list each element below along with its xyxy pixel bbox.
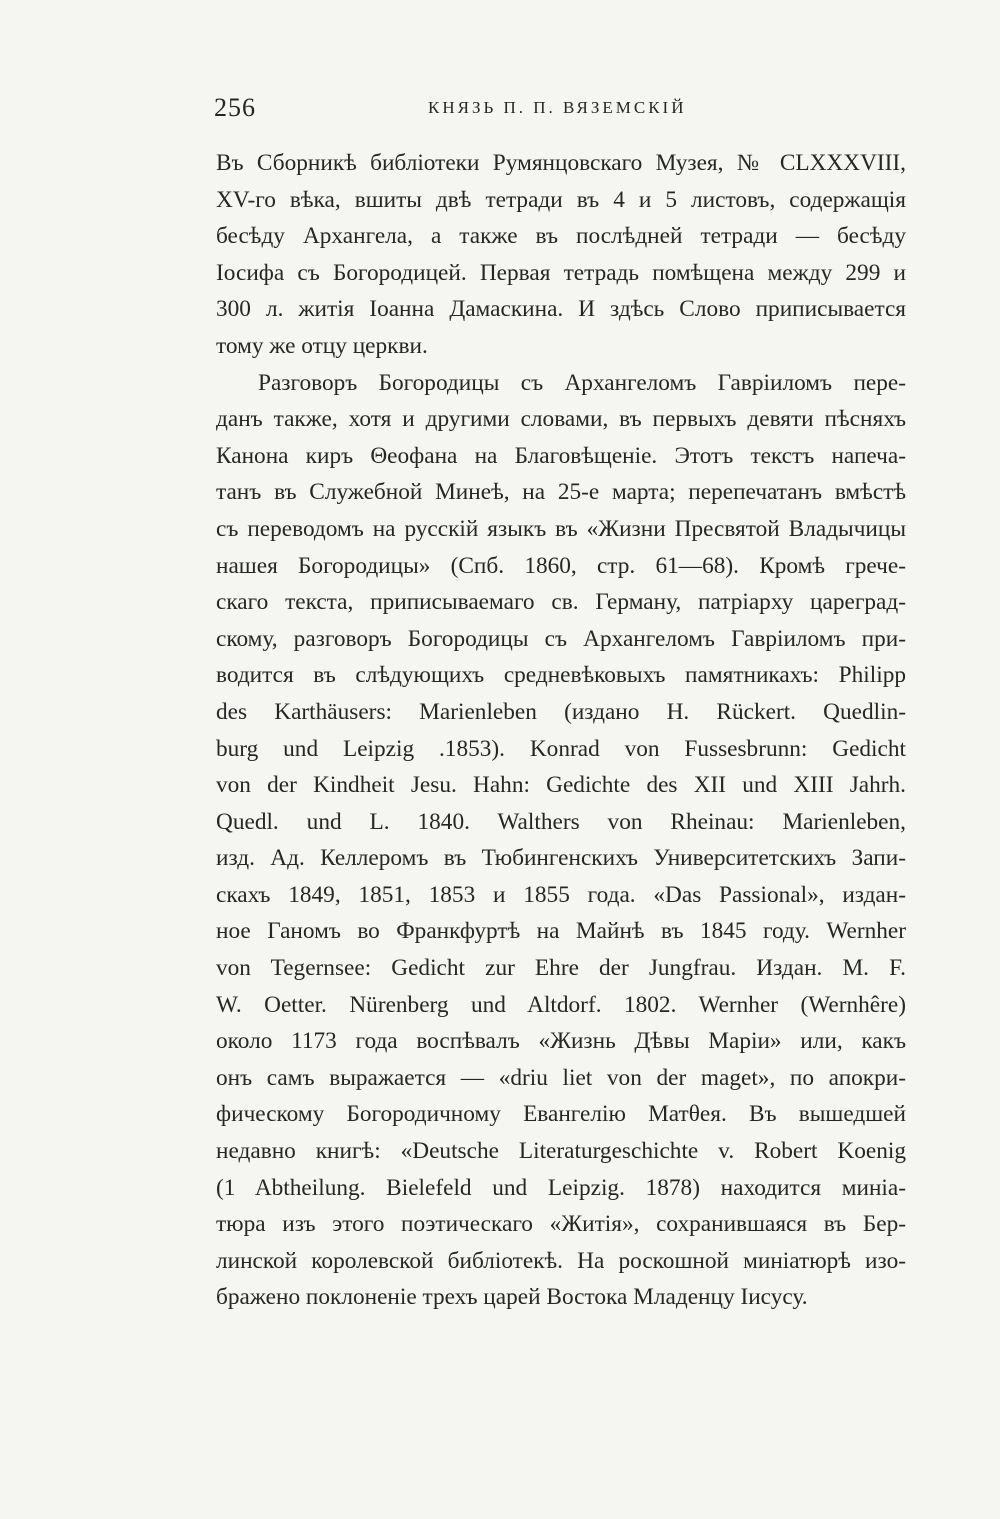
text-line: скаго текста, приписываемаго св. Герману, патріарху цареград- xyxy=(216,589,906,616)
text-line: von der Kindheit Jesu. Hahn: Gedichte des XII und XIII Jahrh. xyxy=(216,772,906,799)
running-title: КНЯЗЬ П. П. ВЯЗЕМСКІЙ xyxy=(428,98,687,117)
text-line: данъ также, хотя и другими словами, въ первыхъ девяти пѣсняхъ xyxy=(216,406,906,433)
text-line: (1 Abtheilung. Bielefeld und Leipzig. 1878) находится миніа- xyxy=(216,1174,906,1201)
text-line: водится въ слѣдующихъ средневѣковыхъ памятникахъ: Philipp xyxy=(216,662,906,689)
text-line: скахъ 1849, 1851, 1853 и 1855 года. «Das Passional», издан- xyxy=(216,881,906,908)
text-line: танъ въ Служебной Минеѣ, на 25-е марта; перепечатанъ вмѣстѣ xyxy=(216,479,906,506)
text-line: недавно книгѣ: «Deutsche Literaturgeschichte v. Robert Koenig xyxy=(216,1138,906,1165)
text-line: бесѣду Архангела, а также въ послѣдней тетради — бесѣду xyxy=(216,223,906,250)
text-line: 300 л. житія Іоанна Дамаскина. И здѣсь Слово приписывается xyxy=(216,296,906,323)
text-line: XV-го вѣка, вшиты двѣ тетради въ 4 и 5 листовъ, содержащія xyxy=(216,186,906,213)
text-line: burg und Leipzig .1853). Konrad von Fussesbrunn: Gedicht xyxy=(216,735,906,762)
text-line: около 1173 года воспѣвалъ «Жизнь Дѣвы Маріи» или, какъ xyxy=(216,1028,906,1055)
text-line: съ переводомъ на русскій языкъ въ «Жизни Пресвятой Владычицы xyxy=(216,515,906,542)
text-line: Въ Сборникѣ библіотеки Румянцовскаго Музея, № CLXXXVIII, xyxy=(216,150,906,176)
text-line: W. Oetter. Nürenberg und Altdorf. 1802. Wernher (Wernhêre) xyxy=(216,991,906,1018)
text-line: Канона киръ Θеофана на Благовѣщеніе. Этотъ текстъ напеча- xyxy=(216,442,906,469)
text-line: тюра изъ этого поэтическаго «Житія», сохранившаяся въ Бер- xyxy=(216,1211,906,1238)
text-line: Quedl. und L. 1840. Walthers von Rheinau: Marienleben, xyxy=(216,808,906,835)
text-line: Разговоръ Богородицы съ Архангеломъ Гавріиломъ пере- xyxy=(258,369,906,396)
text-line: линской королевской библіотекѣ. На роскошной миніатюрѣ изо- xyxy=(216,1247,906,1274)
text-line: Іосифа съ Богородицей. Первая тетрадь помѣщена между 299 и xyxy=(216,259,906,286)
text-line: ное Ганомъ во Франкфуртѣ на Майнѣ въ 1845 году. Wernher xyxy=(216,918,906,945)
text-line: фическому Богородичному Евангелію Матθея. Въ вышедшей xyxy=(216,1101,906,1128)
text-line: бражено поклоненіе трехъ царей Востока Младенцу Іисусу. xyxy=(216,1284,808,1311)
running-head xyxy=(214,90,906,126)
text-line: скому, разговоръ Богородицы съ Архангеломъ Гавріиломъ при- xyxy=(216,625,906,652)
text-line: онъ самъ выражается — «driu liet von der maget», по апокри- xyxy=(216,1064,906,1091)
text-line: тому же отцу церкви. xyxy=(216,332,428,359)
text-line: des Karthäusers: Marienleben (издано H. Rückert. Quedlin- xyxy=(216,698,906,725)
page-number: 256 xyxy=(214,93,256,122)
text-line: von Tegernsee: Gedicht zur Ehre der Jungfrau. Издан. M. F. xyxy=(216,955,906,982)
text-line: изд. Ад. Келлеромъ въ Тюбингенскихъ Университетскихъ Запи- xyxy=(216,845,906,872)
body-text xyxy=(216,145,906,1316)
text-line: нашея Богородицы» (Спб. 1860, стр. 61—68). Кромѣ грече- xyxy=(216,552,906,579)
